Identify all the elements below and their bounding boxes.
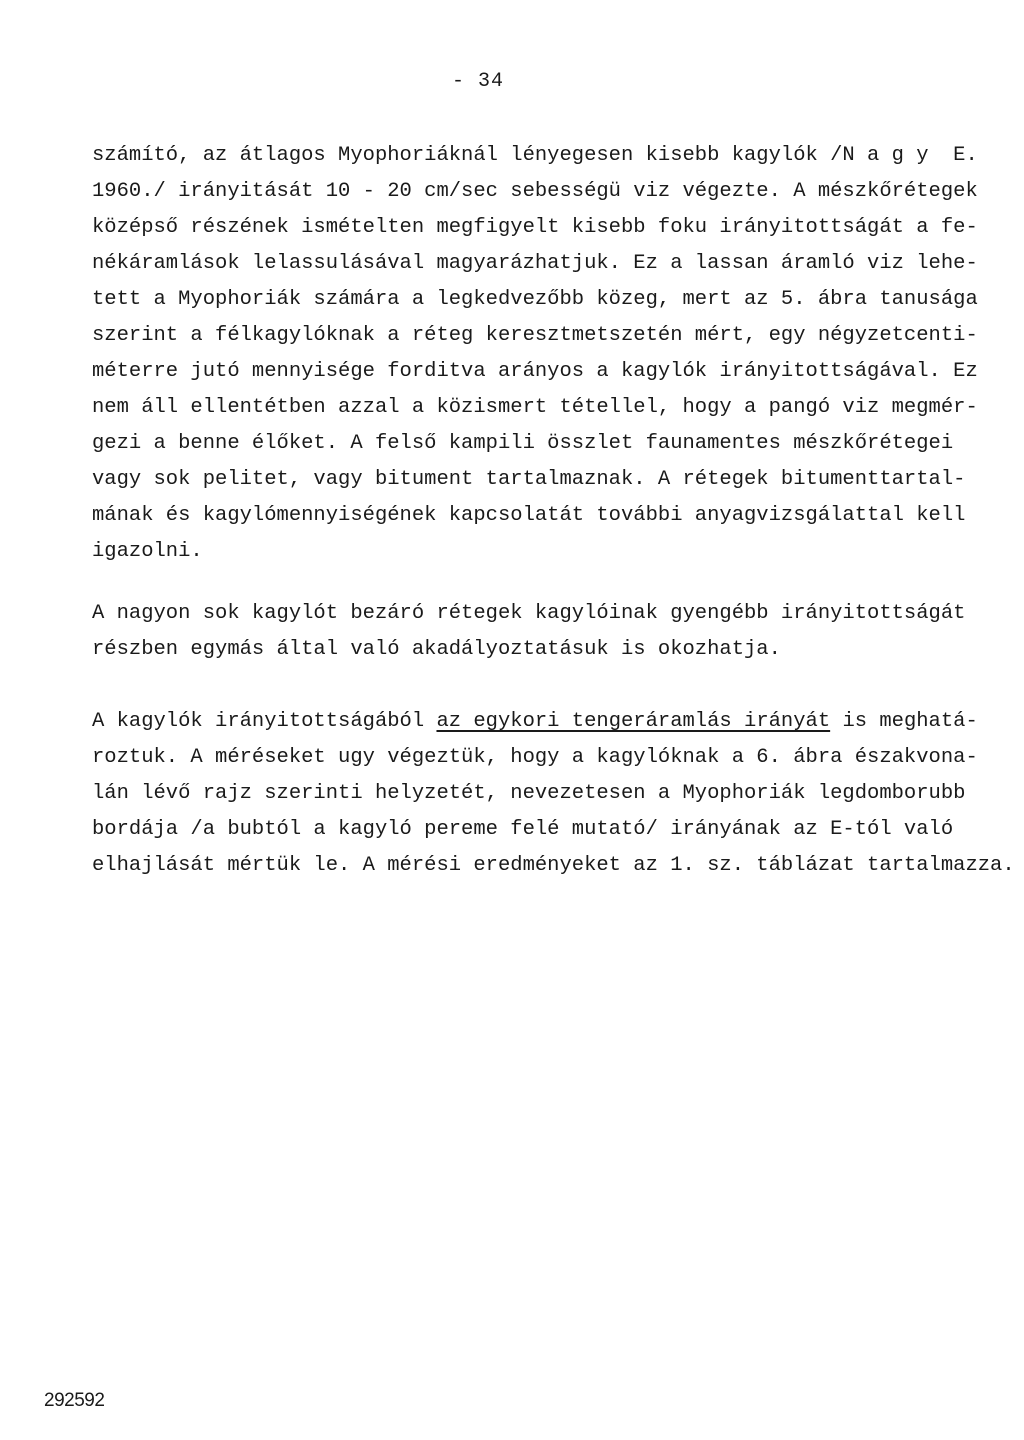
- text-line: nem áll ellentétben azzal a közismert tétellel, hogy a pangó viz megmér-: [92, 396, 978, 419]
- text-line: elhajlását mértük le. A mérési eredményeket az 1. sz. táblázat tartalmazza.: [92, 854, 1015, 877]
- text-line: szerint a félkagylóknak a réteg keresztmetszetén mért, egy négyzetcenti-: [92, 324, 978, 347]
- text-line: 1960./ irányitását 10 - 20 cm/sec sebességü viz végezte. A mészkőrétegek: [92, 180, 978, 203]
- text-line: lán lévő rajz szerinti helyzetét, nevezetesen a Myophoriák legdomborubb: [92, 782, 966, 805]
- text-line: igazolni.: [92, 540, 203, 563]
- text-line: vagy sok pelitet, vagy bitument tartalmaznak. A rétegek bitumenttartal-: [92, 468, 966, 491]
- text-line: mának és kagylómennyiségének kapcsolatát további anyagvizsgálattal kell: [92, 504, 966, 527]
- text-line: méterre jutó mennyisége forditva arányos a kagylók irányitottságával. Ez: [92, 360, 978, 383]
- text-line: [92, 712, 978, 733]
- underlined-phrase: az egykori tengeráramlás irányát: [436, 710, 831, 733]
- text-line: roztuk. A méréseket ugy végeztük, hogy a kagylóknak a 6. ábra északvona-: [92, 746, 978, 769]
- text-line: nékáramlások lelassulásával magyarázhatjuk. Ez a lassan áramló viz lehe-: [92, 252, 978, 275]
- text-line: részben egymás által való akadályoztatásuk is okozhatja.: [92, 638, 781, 661]
- footer-code: 292592: [44, 1390, 105, 1411]
- text-line: gezi a benne élőket. A felső kampili összlet faunamentes mészkőrétegei: [92, 432, 954, 455]
- page-number: - 34: [452, 70, 505, 93]
- text-line: középső részének ismételten megfigyelt kisebb foku irányitottságát a fe-: [92, 216, 978, 239]
- text-line: A nagyon sok kagylót bezáró rétegek kagylóinak gyengébb irányitottságát: [92, 602, 966, 625]
- text-segment: is meghatá-: [830, 710, 978, 733]
- text-segment: A kagylók irányitottságából: [92, 710, 437, 733]
- text-line: bordája /a bubtól a kagyló pereme felé mutató/ irányának az E-tól való: [92, 818, 954, 841]
- text-line: számító, az átlagos Myophoriáknál lényegesen kisebb kagylók /N a g y E.: [92, 144, 978, 167]
- text-line: tett a Myophoriák számára a legkedvezőbb közeg, mert az 5. ábra tanusága: [92, 288, 978, 311]
